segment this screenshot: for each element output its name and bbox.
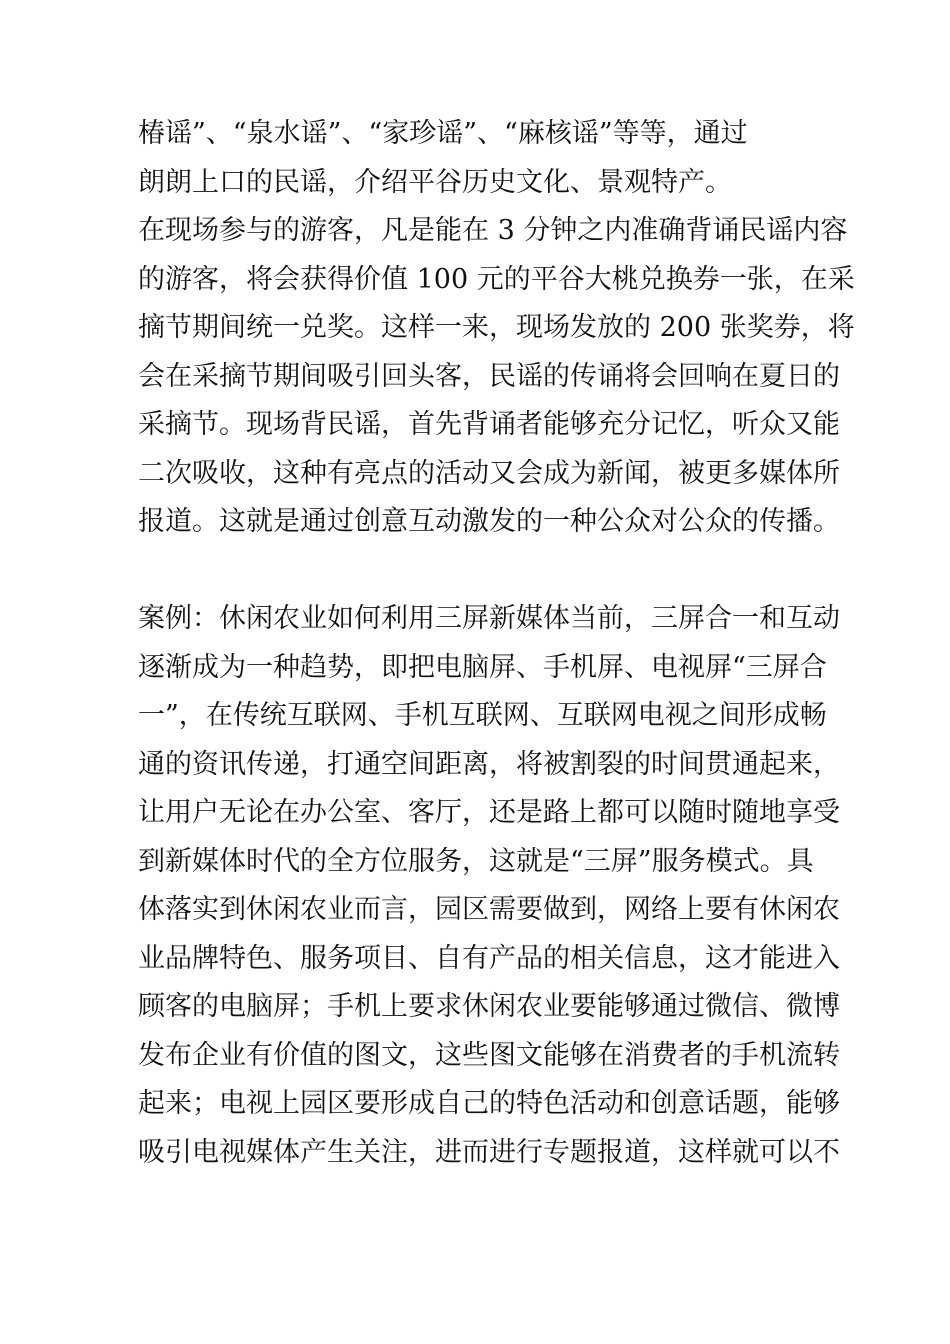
text-line: 摘节期间统一兑奖。这样一来，现场发放的 200 张奖券，将 [138,312,855,343]
text-line: 椿谣”、“泉水谣”、“家珍谣”、“麻核谣”等等，通过 [138,118,748,149]
text-line: 案例：休闲农业如何利用三屏新媒体当前，三屏合一和互动 [138,603,840,634]
paragraph-case-three-screens [138,595,840,1177]
text-line: 起来；电视上园区要形成自己的特色活动和创意话题，能够 [138,1088,840,1119]
text-line: 报道。这就是通过创意互动激发的一种公众对公众的传播。 [138,506,840,537]
text-line: 业品牌特色、服务项目、自有产品的相关信息，这才能进入 [138,942,840,974]
text-line: 一”，在传统互联网、手机互联网、互联网电视之间形成畅 [138,700,827,731]
text-line: 二次吸收，这种有亮点的活动又会成为新闻，被更多媒体所 [138,457,840,489]
paragraph-spacer [138,547,828,596]
paragraph-onsite-activity [138,207,855,547]
text-line: 让用户无论在办公室、客厅，还是路上都可以随时随地享受 [138,797,840,828]
document-body [138,110,855,1177]
paragraph-folk-songs [138,110,828,207]
text-line: 顾客的电脑屏；手机上要求休闲农业要能够通过微信、微博 [138,991,840,1022]
text-line: 采摘节。现场背民谣，首先背诵者能够充分记忆，听众又能 [138,409,840,440]
text-line: 发布企业有价值的图文，这些图文能够在消费者的手机流转 [138,1039,840,1071]
text-line: 体落实到休闲农业而言，园区需要做到，网络上要有休闲农 [138,894,840,925]
text-line: 在现场参与的游客，凡是能在 3 分钟之内准确背诵民谣内容 [138,215,848,246]
text-line: 会在采摘节期间吸引回头客，民谣的传诵将会回响在夏日的 [138,360,840,392]
text-line: 到新媒体时代的全方位服务，这就是“三屏”服务模式。具 [138,845,814,877]
text-line: 的游客，将会获得价值 100 元的平谷大桃兑换券一张，在采 [138,263,855,295]
text-line: 通的资讯传递，打通空间距离，将被割裂的时间贯通起来， [138,748,840,780]
text-line: 逐渐成为一种趋势，即把电脑屏、手机屏、电视屏“三屏合 [138,651,827,683]
text-line: 吸引电视媒体产生关注，进而进行专题报道，这样就可以不 [138,1136,840,1168]
text-line: 朗朗上口的民谣，介绍平谷历史文化、景观特产。 [138,166,732,198]
